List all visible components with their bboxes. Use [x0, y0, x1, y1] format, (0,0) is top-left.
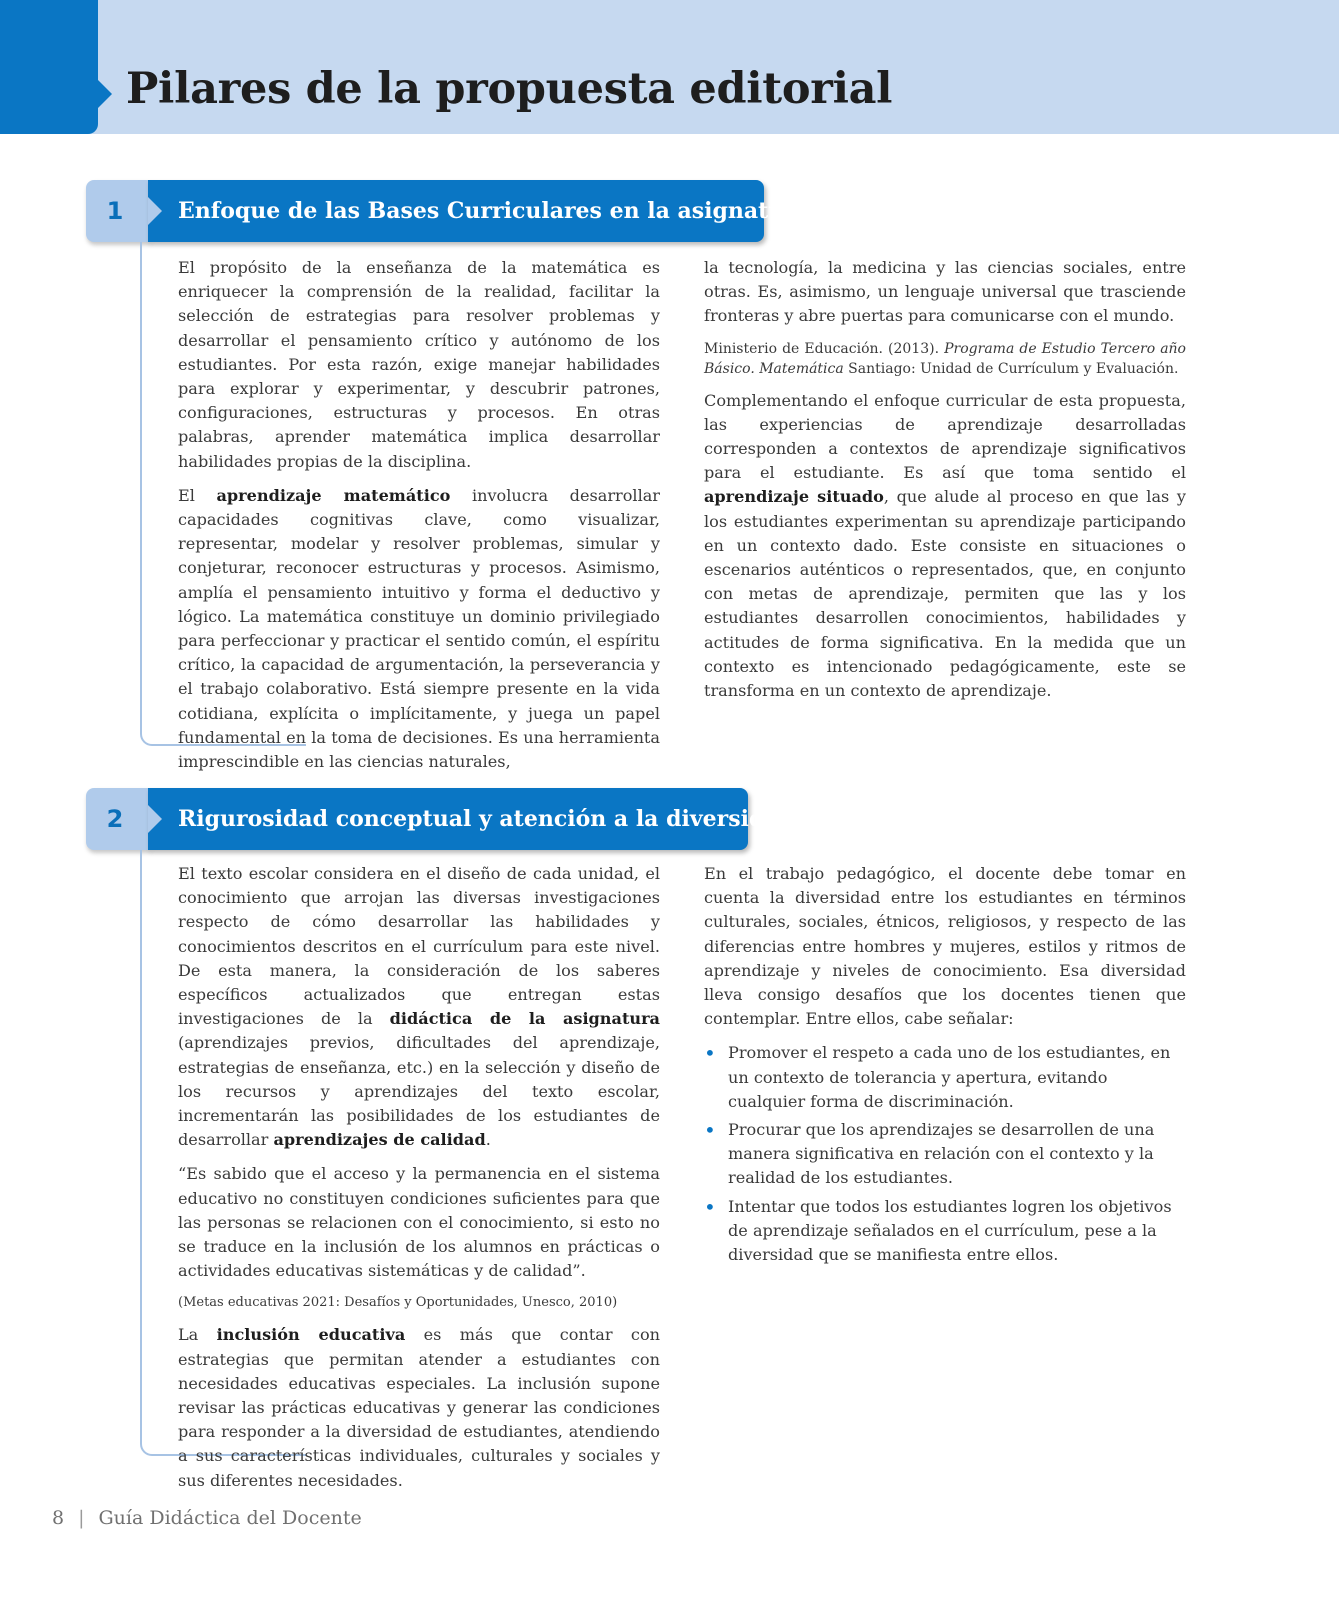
- section-2-left-column: [178, 862, 660, 1503]
- section-number: 1: [106, 197, 124, 225]
- header-tab: [0, 0, 98, 134]
- paragraph: El texto escolar considera en el diseño de cada unidad, el conocimiento que arrojan las diversas investigaciones respecto de cómo desarrollar las habilidades y conocimientos descritos en el currículum para este nivel. De esta manera, la consideración de los saberes específicos actualizados que entregan estas investigaciones de la didáctica de la asignatura (aprendizajes previos, dificultades del aprendizaje, estrategias de enseñanza, etc.) en la selección y diseño de los recursos y aprendizajes del texto escolar, incrementarán las posibilidades de los estudiantes de desarrollar aprendizajes de calidad.: [178, 864, 660, 1150]
- section-title-bar: [148, 788, 794, 850]
- paragraph: El aprendizaje matemático involucra desarrollar capacidades cognitivas clave, como visualizar, representar, modelar y resolver problemas, simular y conjeturar, reconocer estructuras y procesos. Asimismo, amplía el pensamiento intuitivo y forma el deductivo y lógico. La matemática constituye un dominio privilegiado para perfeccionar y practicar el sentido común, el espíritu crítico, la capacidad de argumentación, la perseverancia y el trabajo colaborativo. Está siempre presente en la vida cotidiana, explícita o implícitamente, y juega un papel fundamental en la toma de decisiones. Es una herramienta imprescindible en las ciencias naturales,: [178, 485, 660, 772]
- paragraph: El propósito de la enseñanza de la matemática es enriquecer la comprensión de la realidad, facilitar la selección de estrategias para resolver problemas y desarrollar el pensamiento crítico y autónomo de los estudiantes. Por esta razón, exige manejar habilidades para explorar y experimentar, y descubrir patrones, configuraciones, estructuras y procesos. En otras palabras, aprender matemática implica desarrollar habilidades propias de la disciplina.: [178, 258, 660, 471]
- page-number: 8: [52, 1507, 65, 1529]
- section-1-right-column: [704, 256, 1186, 713]
- page-title: Pilares de la propuesta editorial: [126, 64, 893, 114]
- header-arrow-icon: [98, 80, 112, 108]
- footer-label: Guía Didáctica del Docente: [98, 1507, 362, 1529]
- quote: “Es sabido que el acceso y la permanencia en el sistema educativo no constituyen condiciones suficientes para que las personas se relacionen con el conocimiento, si esto no se traduce en la inclusión de los alumnos en prácticas o actividades educativas sistemáticas y de calidad”.: [178, 1164, 660, 1281]
- section-2-right-column: [704, 862, 1186, 1271]
- section-1-left-column: [178, 256, 660, 784]
- paragraph: En el trabajo pedagógico, el docente debe tomar en cuenta la diversidad entre los estudiantes en términos culturales, sociales, étnicos, religiosos, y respecto de las diferencias entre hombres y mujeres, estilos y ritmos de aprendizaje y niveles de conocimiento. Esa diversidad lleva consigo desafíos que los docentes tienen que contemplar. Entre ellos, cabe señalar:: [704, 864, 1186, 1029]
- section-number-box: [86, 180, 150, 242]
- section-title-bar: [148, 180, 811, 242]
- list-item: • Intentar que todos los estudiantes logren los objetivos de aprendizaje señalados en el currículum, pese a la diversidad que se manifiesta entre ellos.: [704, 1195, 1186, 1268]
- paragraph: Complementando el enfoque curricular de esta propuesta, las experiencias de aprendizaje desarrolladas corresponden a contextos de aprendizaje significativos para el estudiante. Es así que toma sentido el aprendizaje situado, que alude al proceso en que las y los estudiantes experimentan su aprendizaje participando en un contexto dado. Este consiste en situaciones o escenarios auténticos o representados, que, en conjunto con metas de aprendizaje, permiten que las y los estudiantes desarrollen conocimientos, habilidades y actitudes de forma significativa. En la medida que un contexto es intencionado pedagógicamente, este se transforma en un contexto de aprendizaje.: [704, 390, 1186, 701]
- bullet-list: [704, 1041, 1186, 1267]
- footer-separator: |: [78, 1507, 85, 1529]
- quote-citation: (Metas educativas 2021: Desafíos y Oportunidades, Unesco, 2010): [178, 1295, 618, 1311]
- section-title: Enfoque de las Bases Curriculares en la asignatura: [178, 198, 811, 224]
- section-number: 2: [106, 805, 124, 833]
- section-title: Rigurosidad conceptual y atención a la diversidad: [178, 806, 794, 832]
- paragraph: La inclusión educativa es más que contar con estrategias que permitan atender a estudiantes con necesidades educativas especiales. La inclusión supone revisar las prácticas educativas y generar las condiciones para responder a la diversidad de estudiantes, atendiendo a sus características individuales, culturales y sociales y sus diferentes necesidades.: [178, 1325, 660, 1490]
- section-number-box: [86, 788, 150, 850]
- list-item: • Promover el respeto a cada uno de los estudiantes, en un contexto de tolerancia y apertura, evitando cualquier forma de discriminación.: [704, 1041, 1186, 1114]
- footer: [52, 1507, 362, 1529]
- paragraph: la tecnología, la medicina y las ciencias sociales, entre otras. Es, asimismo, un lenguaje universal que trasciende fronteras y abre puertas para comunicarse con el mundo.: [704, 258, 1186, 326]
- citation: Ministerio de Educación. (2013). Programa de Estudio Tercero año Básico. Matemática Santiago: Unidad de Currículum y Evaluación.: [704, 340, 1186, 377]
- list-item: • Procurar que los aprendizajes se desarrollen de una manera significativa en relación con el contexto y la realidad de los estudiantes.: [704, 1118, 1186, 1191]
